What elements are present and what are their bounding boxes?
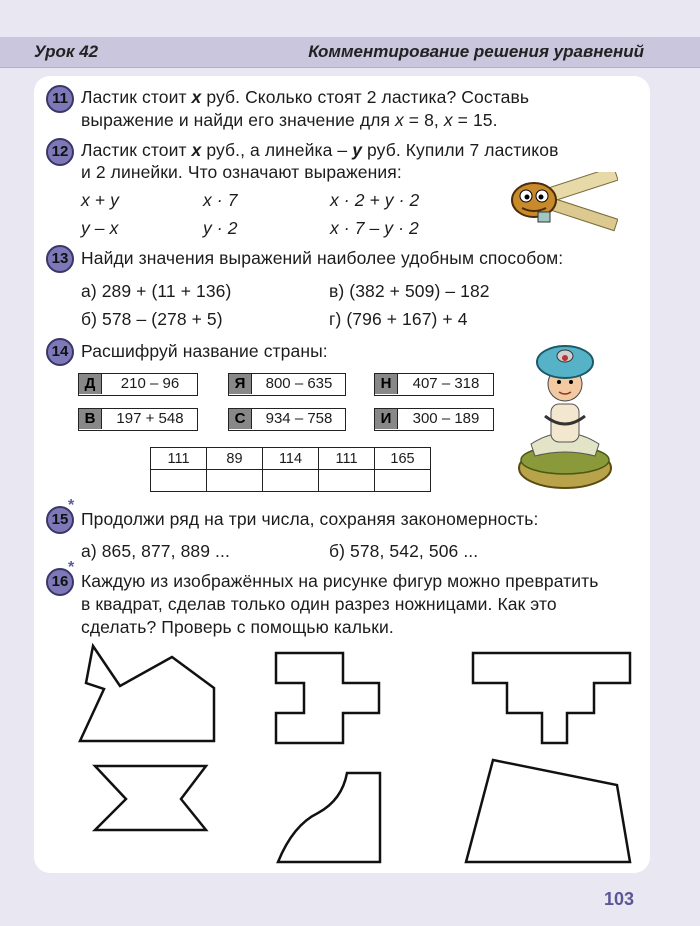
task-11-line-2: выражение и найди его значение для x = 8, x = 15. (81, 110, 498, 130)
task-15-prompt: Продолжи ряд на три числа, сохраняя закономерность: (81, 509, 539, 529)
expression: y – x (81, 218, 119, 238)
task-15-badge: 15 (46, 506, 74, 534)
cipher-letter: С (229, 409, 252, 429)
page-number: 103 (604, 889, 635, 909)
task-16-line-2: в квадрат, сделав только один разрез ножницами. Как это (81, 594, 557, 614)
task-13-item: а) 289 + (11 + 136) (81, 281, 232, 301)
expression: x · 2 + y · 2 (330, 190, 420, 210)
cipher-expression: 210 – 96 (120, 375, 180, 392)
answer-code: 89 (207, 448, 263, 470)
shape-trapezoid (466, 760, 630, 862)
cipher-expression: 800 – 635 (265, 375, 333, 392)
task-13-item: г) (796 + 167) + 4 (329, 309, 468, 329)
cipher-expression: 407 – 318 (412, 375, 480, 392)
expression: y · 2 (203, 218, 238, 238)
shape-boot (278, 773, 380, 862)
lesson-number: Урок 42 (34, 42, 99, 61)
task-14-prompt: Расшифруй название страны: (81, 341, 328, 361)
star-mark: * (68, 559, 75, 576)
cipher-letter: И (375, 409, 398, 429)
shape-t (473, 653, 630, 743)
task-15-series-b: б) 578, 542, 506 ... (329, 541, 479, 561)
task-14-badge: 14 (46, 338, 74, 366)
answer-code: 111 (151, 448, 207, 470)
cipher-letter: Н (375, 374, 398, 394)
task-15-series-a: а) 865, 877, 889 ... (81, 541, 230, 561)
expression: x + y (81, 190, 119, 210)
task-11-line-1: Ластик стоит x руб. Сколько стоят 2 ластика? Составь (81, 87, 530, 107)
cipher-expression: 197 + 548 (116, 410, 184, 427)
task-16-badge: 16 (46, 568, 74, 596)
shape-cross (276, 653, 379, 743)
task-16-line-3: сделать? Проверь с помощью кальки. (81, 617, 394, 637)
star-mark: * (68, 497, 75, 514)
task-13-prompt: Найди значения выражений наиболее удобным способом: (81, 248, 564, 268)
answer-code: 111 (319, 448, 375, 470)
task-11-badge: 11 (46, 85, 74, 113)
expression: x · 7 (203, 190, 238, 210)
task-13-item: в) (382 + 509) – 182 (329, 281, 490, 301)
task-13-badge: 13 (46, 245, 74, 273)
lesson-topic: Комментирование решения уравнений (308, 42, 644, 61)
cipher-expression: 934 – 758 (265, 410, 333, 427)
task-12-line-2: и 2 линейки. Что означают выражения: (81, 162, 402, 182)
cipher-letter: Д (79, 374, 102, 394)
expression: x · 7 – y · 2 (330, 218, 419, 238)
shape-chevron (95, 766, 206, 830)
cipher-letter: В (79, 409, 102, 429)
task-16-line-1: Каждую из изображённых на рисунке фигур можно превратить (81, 571, 599, 591)
shape-house (80, 646, 214, 741)
task-12-line-1: Ластик стоит x руб., а линейка – y руб. Купили 7 ластиков (81, 140, 559, 160)
cipher-letter: Я (229, 374, 252, 394)
task-12-badge: 12 (46, 138, 74, 166)
answer-code: 114 (263, 448, 319, 470)
answer-code: 165 (375, 448, 431, 470)
task-13-item: б) 578 – (278 + 5) (81, 309, 223, 329)
cipher-expression: 300 – 189 (412, 410, 480, 427)
